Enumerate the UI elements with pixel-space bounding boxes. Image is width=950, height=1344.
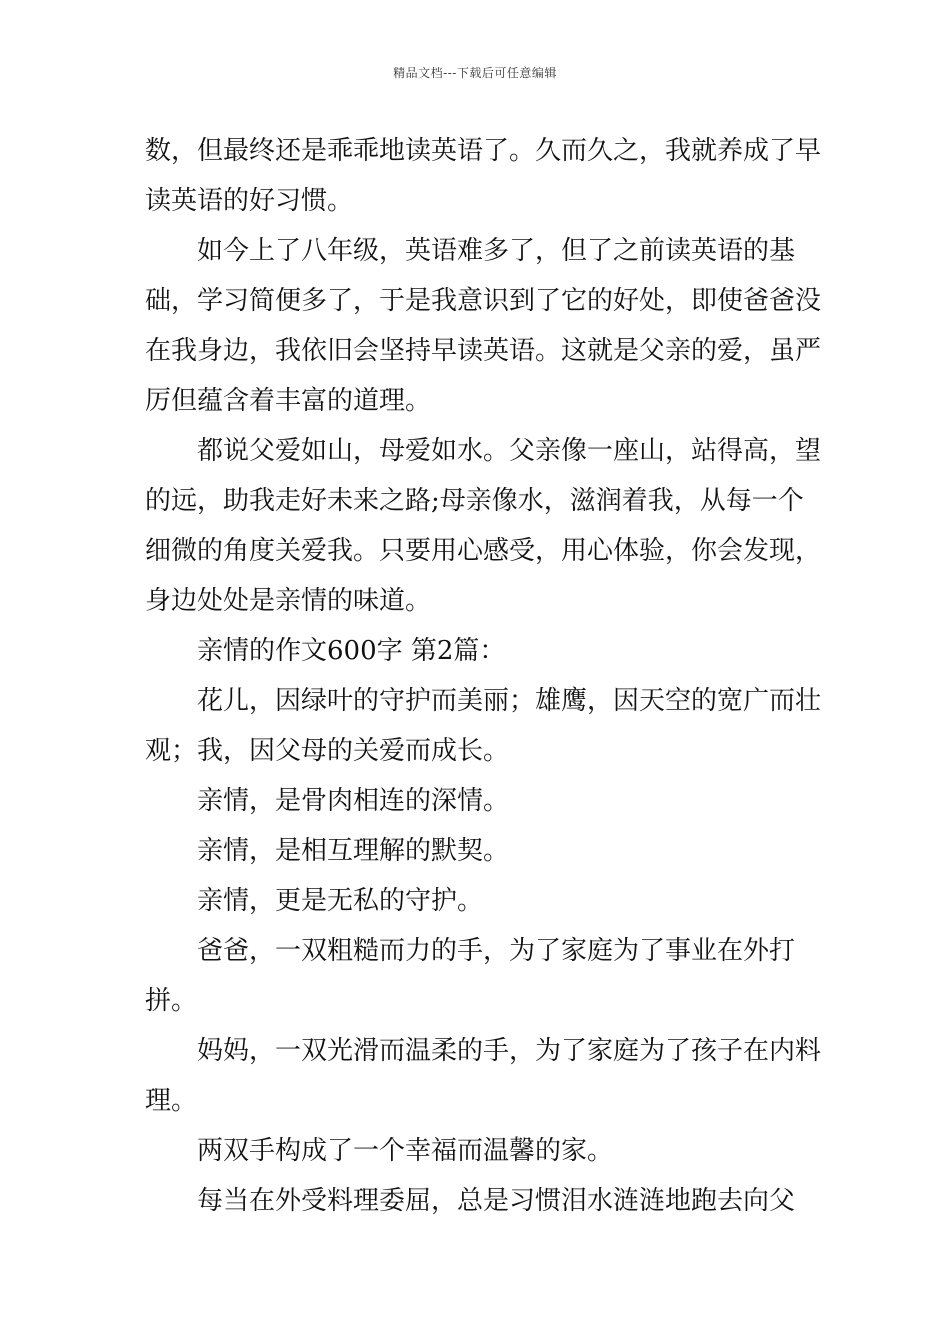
paragraph: 每当在外受料理委屈，总是习惯泪水涟涟地跑去向父 <box>197 1186 796 1216</box>
paragraph: 爸爸，一双粗糙而力的手，为了家庭为了事业在外打拼。 <box>145 936 796 1016</box>
paragraph: 都说父爱如山，母爱如水。父亲像一座山，站得高，望的远，助我走好未来之路;母亲像水，滋润着我，从每一个细微的角度关爱我。只要用心感受，用心体验，你会发现，身边处处是亲情的味道。 <box>145 436 822 616</box>
document-body <box>145 126 825 1226</box>
paragraph: 花儿，因绿叶的守护而美丽；雄鹰，因天空的宽广而壮观；我，因父母的关爱而成长。 <box>145 686 822 766</box>
paragraph: 妈妈，一双光滑而温柔的手，为了家庭为了孩子在内料理。 <box>145 1036 822 1116</box>
paragraph: 数，但最终还是乖乖地读英语了。久而久之，我就养成了早读英语的好习惯。 <box>145 136 822 216</box>
paragraph: 亲情，更是无私的守护。 <box>197 886 484 916</box>
paragraph: 亲情，是骨肉相连的深情。 <box>197 786 510 816</box>
paragraph: 亲情，是相互理解的默契。 <box>197 836 510 866</box>
paragraph: 如今上了八年级，英语难多了，但了之前读英语的基础，学习简便多了，于是我意识到了它的好处，即使爸爸没在我身边，我依旧会坚持早读英语。这就是父亲的爱，虽严厉但蕴含着丰富的道理。 <box>145 236 822 416</box>
section-heading: 亲情的作文600字 第2篇： <box>197 636 506 666</box>
page-header: 精品文档---下载后可任意编辑 <box>393 66 557 80</box>
paragraph: 两双手构成了一个幸福而温馨的家。 <box>197 1136 614 1166</box>
